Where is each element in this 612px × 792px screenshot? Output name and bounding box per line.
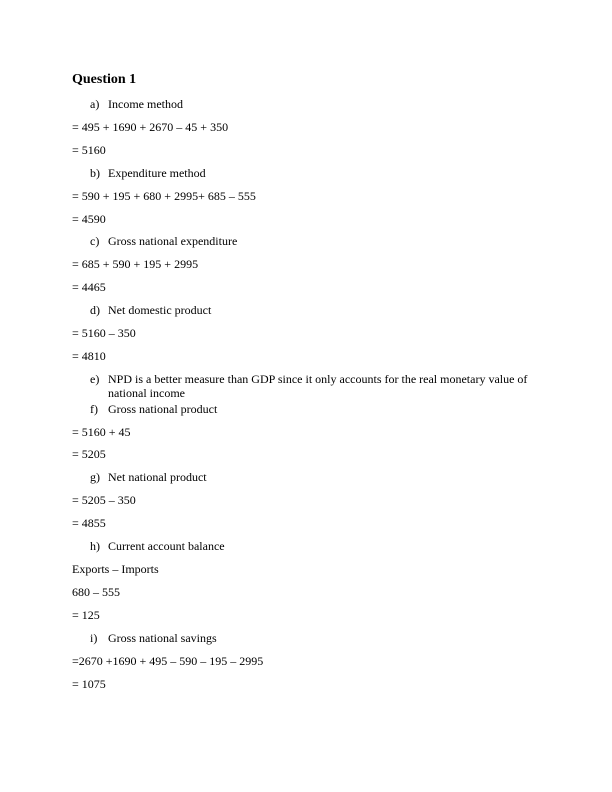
list-item-text: Net domestic product (108, 303, 212, 317)
list-item-text: NPD is a better measure than GDP since it only accounts for the real monetary value of national income (108, 372, 528, 400)
equation-line: = 5160 – 350 (72, 326, 136, 340)
list-item-text: Gross national product (108, 402, 218, 416)
list-item-f (90, 402, 217, 416)
list-item-text: Net national product (108, 470, 207, 484)
list-item-d (90, 303, 211, 317)
list-marker: a) (90, 97, 100, 111)
result-line: = 4465 (72, 280, 106, 294)
list-marker: h) (90, 539, 100, 553)
list-item-b (90, 166, 206, 180)
list-item-text: Gross national expenditure (108, 234, 238, 248)
result-line: = 5160 (72, 143, 106, 157)
list-marker: b) (90, 166, 100, 180)
list-marker: f) (90, 402, 98, 416)
result-line: = 4810 (72, 349, 106, 363)
list-item-e (90, 372, 548, 400)
list-item-text: Current account balance (108, 539, 225, 553)
list-marker: g) (90, 470, 100, 484)
list-item-h (90, 539, 225, 553)
list-item-a (90, 97, 183, 111)
question-heading: Question 1 (72, 72, 137, 87)
result-line: = 125 (72, 608, 100, 622)
equation-line: = 590 + 195 + 680 + 2995+ 685 – 555 (72, 189, 256, 203)
list-marker: d) (90, 303, 100, 317)
list-item-text: Expenditure method (108, 166, 206, 180)
list-marker: e) (90, 372, 100, 386)
result-line: = 4855 (72, 516, 106, 530)
equation-line: = 5160 + 45 (72, 425, 131, 439)
list-marker: i) (90, 631, 98, 645)
list-item-c (90, 234, 237, 248)
result-line: = 1075 (72, 677, 106, 691)
result-line: = 5205 (72, 447, 106, 461)
equation-line: = 685 + 590 + 195 + 2995 (72, 257, 199, 271)
list-item-g (90, 470, 207, 484)
equation-line: Exports – Imports (72, 562, 159, 576)
equation-line: =2670 +1690 + 495 – 590 – 195 – 2995 (72, 654, 264, 668)
equation-line: = 495 + 1690 + 2670 – 45 + 350 (72, 120, 229, 134)
list-item-i (90, 631, 217, 645)
equation-line: = 5205 – 350 (72, 493, 136, 507)
list-marker: c) (90, 234, 100, 248)
list-item-text: Income method (108, 97, 183, 111)
result-line: = 4590 (72, 212, 106, 226)
equation-line: 680 – 555 (72, 585, 120, 599)
list-item-text: Gross national savings (108, 631, 217, 645)
